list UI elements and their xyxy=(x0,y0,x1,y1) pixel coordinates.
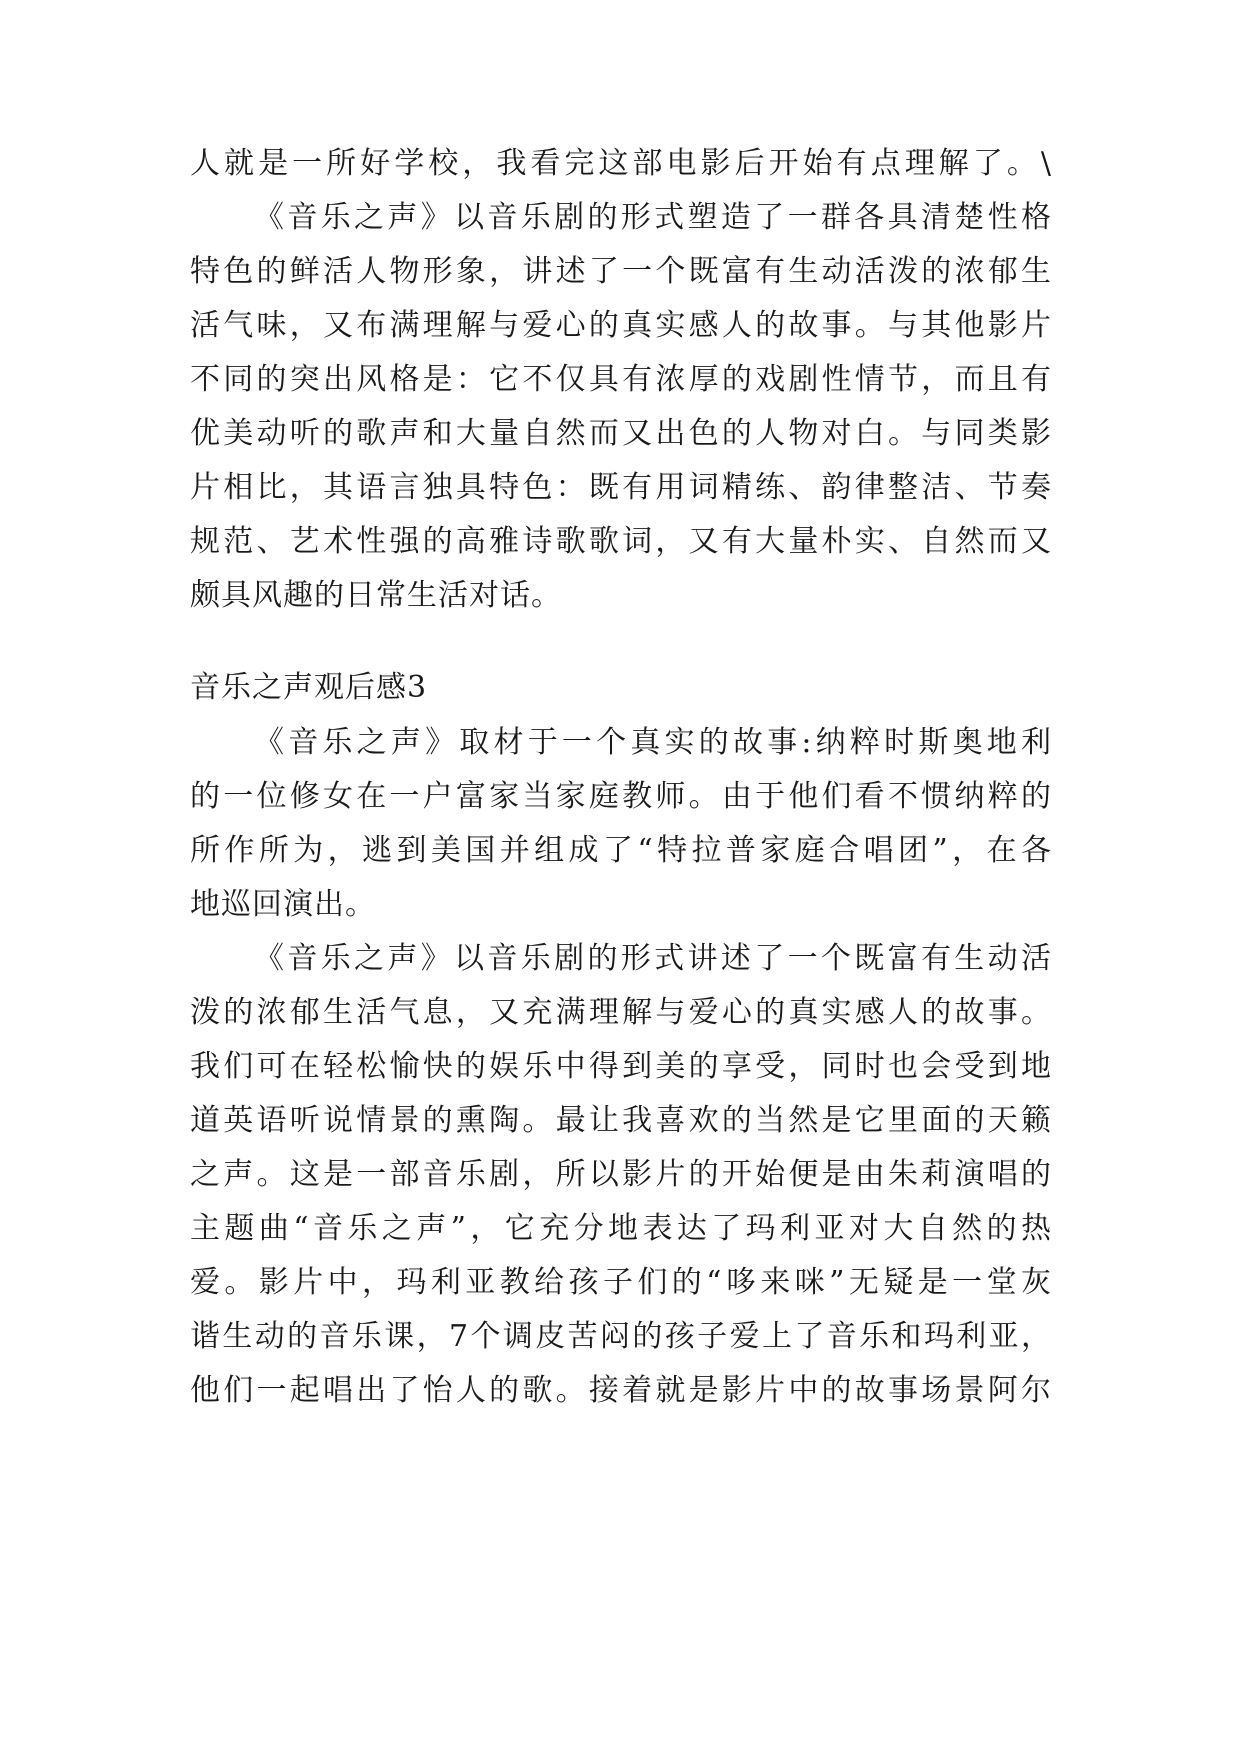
paragraph-line: 优美动听的歌声和大量自然而又出色的人物对白。与同类影 xyxy=(190,416,1052,451)
paragraph-line: 规范、艺术性强的高雅诗歌歌词，又有大量朴实、自然而又 xyxy=(190,524,1052,559)
paragraph-line: 之声。这是一部音乐剧，所以影片的开始便是由朱莉演唱的 xyxy=(190,1157,1052,1192)
paragraph-line: 主题曲“音乐之声”，它充分地表达了玛利亚对大自然的热 xyxy=(190,1211,1052,1246)
paragraph-line: 他们一起唱出了怡人的歌。接着就是影片中的故事场景阿尔 xyxy=(190,1373,1052,1408)
document-page xyxy=(190,0,1052,1754)
paragraph-line: 活气味，又布满理解与爱心的真实感人的故事。与其他影片 xyxy=(190,308,1052,343)
paragraph-line: 不同的突出风格是：它不仅具有浓厚的戏剧性情节，而且有 xyxy=(190,362,1052,397)
continuation-line: 人就是一所好学校，我看完这部电影后开始有点理解了。\ xyxy=(190,146,1052,181)
paragraph-line: 泼的浓郁生活气息，又充满理解与爱心的真实感人的故事。 xyxy=(190,995,1052,1030)
paragraph-line: 特色的鲜活人物形象，讲述了一个既富有生动活泼的浓郁生 xyxy=(190,254,1052,289)
paragraph-line: 的一位修女在一户富家当家庭教师。由于他们看不惯纳粹的 xyxy=(190,779,1052,814)
paragraph-line: 我们可在轻松愉快的娱乐中得到美的享受，同时也会受到地 xyxy=(190,1049,1052,1084)
paragraph-line: 谐生动的音乐课，7个调皮苦闷的孩子爱上了音乐和玛利亚， xyxy=(190,1319,1052,1354)
paragraph-line: 颇具风趣的日常生活对话。 xyxy=(190,578,562,613)
paragraph-line: 所作所为，逃到美国并组成了“特拉普家庭合唱团”，在各 xyxy=(190,833,1052,868)
paragraph-line: 地巡回演出。 xyxy=(190,887,376,922)
section-heading: 音乐之声观后感3 xyxy=(190,670,428,705)
paragraph-line: 道英语听说情景的熏陶。最让我喜欢的当然是它里面的天籁 xyxy=(190,1103,1052,1138)
paragraph-line: 《音乐之声》以音乐剧的形式塑造了一群各具清楚性格 xyxy=(254,200,1052,235)
paragraph-line: 片相比，其语言独具特色：既有用词精练、韵律整洁、节奏 xyxy=(190,470,1052,505)
paragraph-line: 爱。影片中，玛利亚教给孩子们的“哆来咪”无疑是一堂灰 xyxy=(190,1265,1052,1300)
paragraph-line: 《音乐之声》以音乐剧的形式讲述了一个既富有生动活 xyxy=(254,941,1052,976)
paragraph-line: 《音乐之声》取材于一个真实的故事:纳粹时斯奥地利 xyxy=(254,725,1052,760)
